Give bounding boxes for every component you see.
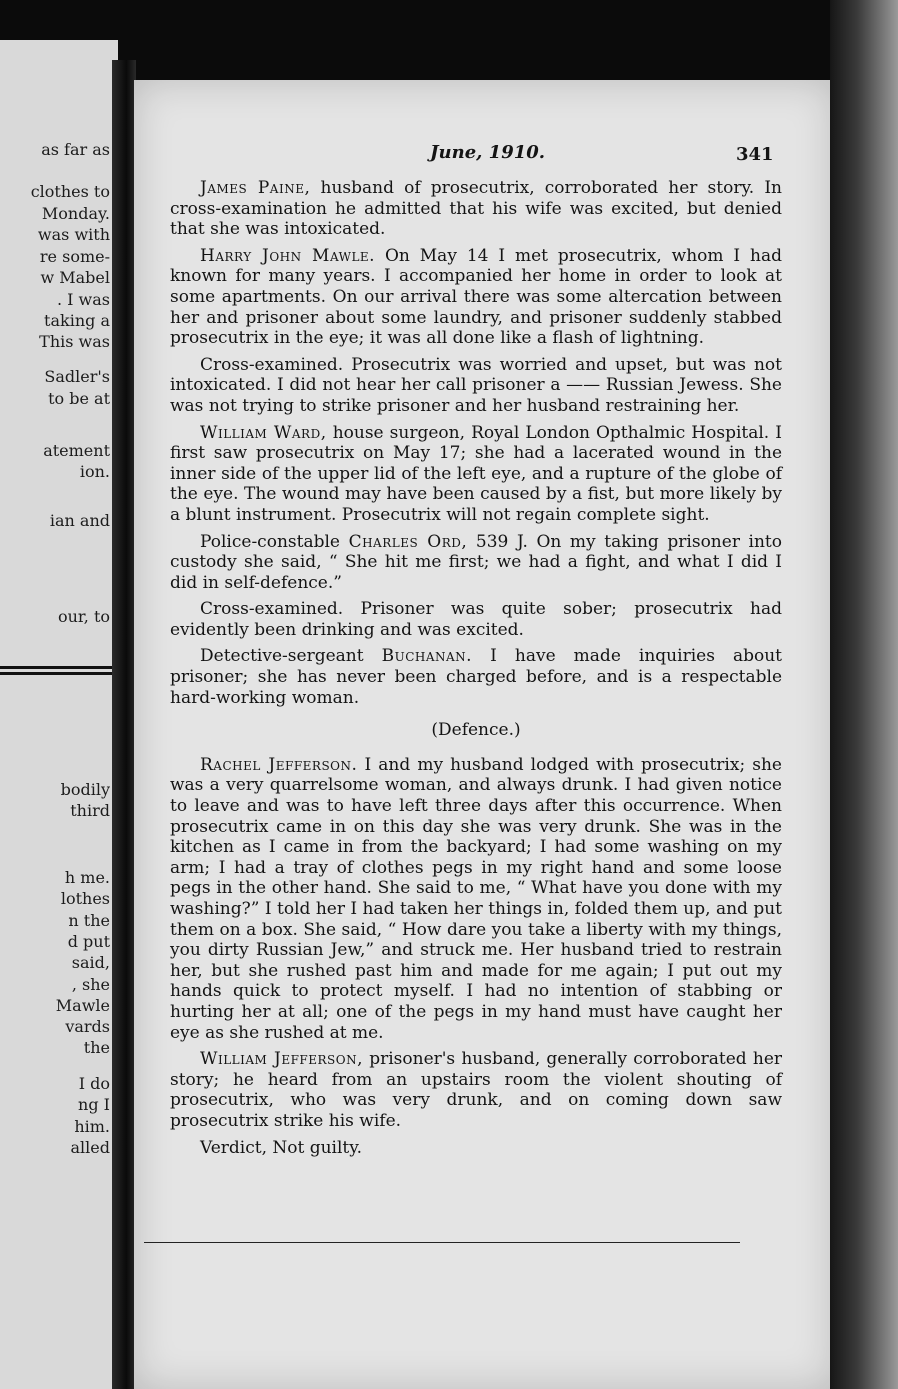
paragraph: [170, 646, 782, 708]
left-page-line: , she: [71, 975, 110, 994]
paragraph: [170, 532, 782, 594]
book-gutter: [112, 60, 136, 1389]
left-page-line: alled: [70, 1138, 110, 1157]
left-page-line: Monday.: [41, 204, 110, 223]
paragraph: [170, 1138, 782, 1159]
book-page: [134, 80, 834, 1389]
speaker-name: Harry John Mawle.: [200, 245, 376, 266]
paragraph-text: Cross-examined. Prosecutrix was worried and upset, but was not intoxicated. I did not hear her call prisoner a —— Russian Jewess. She was not trying to strike prisoner and her husband restraining her.: [170, 354, 782, 416]
left-page-line: bodily: [60, 780, 110, 799]
left-page-line: clothes to: [30, 182, 110, 201]
speaker-name: Buchanan.: [381, 646, 473, 667]
left-page-line: ian and: [49, 511, 110, 530]
paragraph-text: I have made inquiries about prisoner; she has never been charged before, and is a respectable hard-working woman.: [170, 646, 782, 708]
speaker-rank: Police-constable: [200, 531, 349, 552]
paragraph: [170, 599, 782, 640]
left-page-line: third: [70, 801, 110, 820]
speaker-name: William Jefferson,: [200, 1049, 364, 1070]
paragraph-text: On May 14 I met prosecutrix, whom I had known for many years. I accompanied her home in order to look at some apartments. On our arrival there was some altercation between her and prisoner about some laundry, and prisoner suddenly stabbed prosecutrix in the eye; it was all done like a flash of lightning.: [170, 245, 783, 349]
left-page-fragment: [0, 40, 118, 1389]
paragraph: [170, 423, 782, 526]
paragraph: [170, 178, 782, 240]
left-page-line: Sadler's: [44, 367, 110, 386]
closing-rule: [144, 1242, 740, 1243]
left-page-line: the: [83, 1038, 110, 1057]
left-page-line: atement: [43, 441, 110, 460]
paragraph-text: husband of prosecutrix, corroborated her story. In cross-examination he admitted that his wife was excited, but denied that she was intoxicated.: [170, 178, 782, 240]
speaker-name: William Ward,: [200, 422, 327, 443]
paragraph: [170, 755, 782, 1043]
left-page-line: I do: [78, 1074, 110, 1093]
left-page-line: ion.: [79, 462, 110, 481]
left-page-line: our, to: [57, 607, 110, 626]
left-page-rule: [0, 672, 112, 675]
left-page-rule: [0, 666, 112, 669]
speaker-rank: Detective-sergeant: [200, 646, 382, 667]
left-page-line: was with: [37, 225, 110, 244]
paragraph-text: Cross-examined. Prisoner was quite sober; prosecutrix had evidently been drinking and was excited.: [170, 599, 782, 640]
left-page-line: d put: [67, 932, 110, 951]
left-page-line: him.: [74, 1117, 110, 1136]
section-heading: (Defence.): [431, 720, 521, 741]
left-page-line: ng I: [78, 1095, 110, 1114]
left-page-line: said,: [71, 953, 110, 972]
left-page-line: as far as: [41, 140, 110, 159]
paragraph: [170, 1049, 782, 1131]
speaker-name: Rachel Jefferson.: [200, 754, 358, 775]
paragraph: [170, 355, 782, 417]
left-page-line: . I was: [56, 290, 110, 309]
page-edge: [830, 0, 898, 1389]
paragraph: [170, 246, 782, 349]
left-page-line: This was: [39, 332, 110, 351]
speaker-name: James Paine,: [200, 178, 311, 198]
left-page-line: Mawle: [55, 996, 110, 1015]
left-page-line: taking a: [44, 311, 110, 330]
left-page-line: w Mabel: [40, 268, 110, 287]
paragraph-text: 539 J. On my taking prisoner into custody she said, “ She hit me first; we had a fight, and what I did I did in self-defence.”: [170, 531, 782, 593]
page-number: 341: [736, 144, 774, 165]
left-page-line: h me.: [64, 868, 110, 887]
left-page-line: to be at: [48, 389, 110, 408]
speaker-name: Charles Ord,: [348, 531, 468, 552]
page-date: June, 1910.: [430, 142, 546, 163]
left-page-line: lothes: [60, 889, 110, 908]
paragraph-text: prisoner's husband, generally corroborated her story; he heard from an upstairs room the violent shouting of prosecutrix, who was very drunk, and on coming down saw prosecutrix strike his wife.: [170, 1049, 783, 1131]
paragraph-text: Verdict, Not guilty.: [200, 1137, 363, 1158]
paragraph-text: house surgeon, Royal London Opthalmic Hospital. I first saw prosecutrix on May 17; she had a lacerated wound in the inner side of the upper lid of the left eye, and a rupture of the globe of the eye. The wound may have been caused by a fist, but more likely by a blunt instrument. Prosecutrix will not regain complete sight.: [170, 422, 782, 525]
left-page-line: n the: [68, 911, 110, 930]
paragraph-text: I and my husband lodged with prosecutrix; she was a very quarrelsome woman, and always drunk. I had given notice to leave and was to have left three days after this occurrence. When prosecutrix came in on this day she was very drunk. She was in the kitchen as I came in from the backyard; I had some washing on my arm; I had a tray of clothes pegs in my right hand and some loose pegs in the other hand. She said to me, “ What have you done with my washing?” I told her I had taken her things in, folded them up, and put them on a box. She said, “ How dare you take a liberty with my things, you dirty Russian Jew,” and struck me. Her husband tried to restrain her, but she rushed past him and made for me again; I put out my hands quick to protect myself. I had no intention of stabbing or hurting her at all; one of the pegs in my hand must have caught her eye as she rushed at me.: [170, 754, 782, 1043]
page-body: [170, 178, 782, 1164]
left-page-line: re some-: [39, 247, 110, 266]
left-page-line: vards: [65, 1017, 110, 1036]
